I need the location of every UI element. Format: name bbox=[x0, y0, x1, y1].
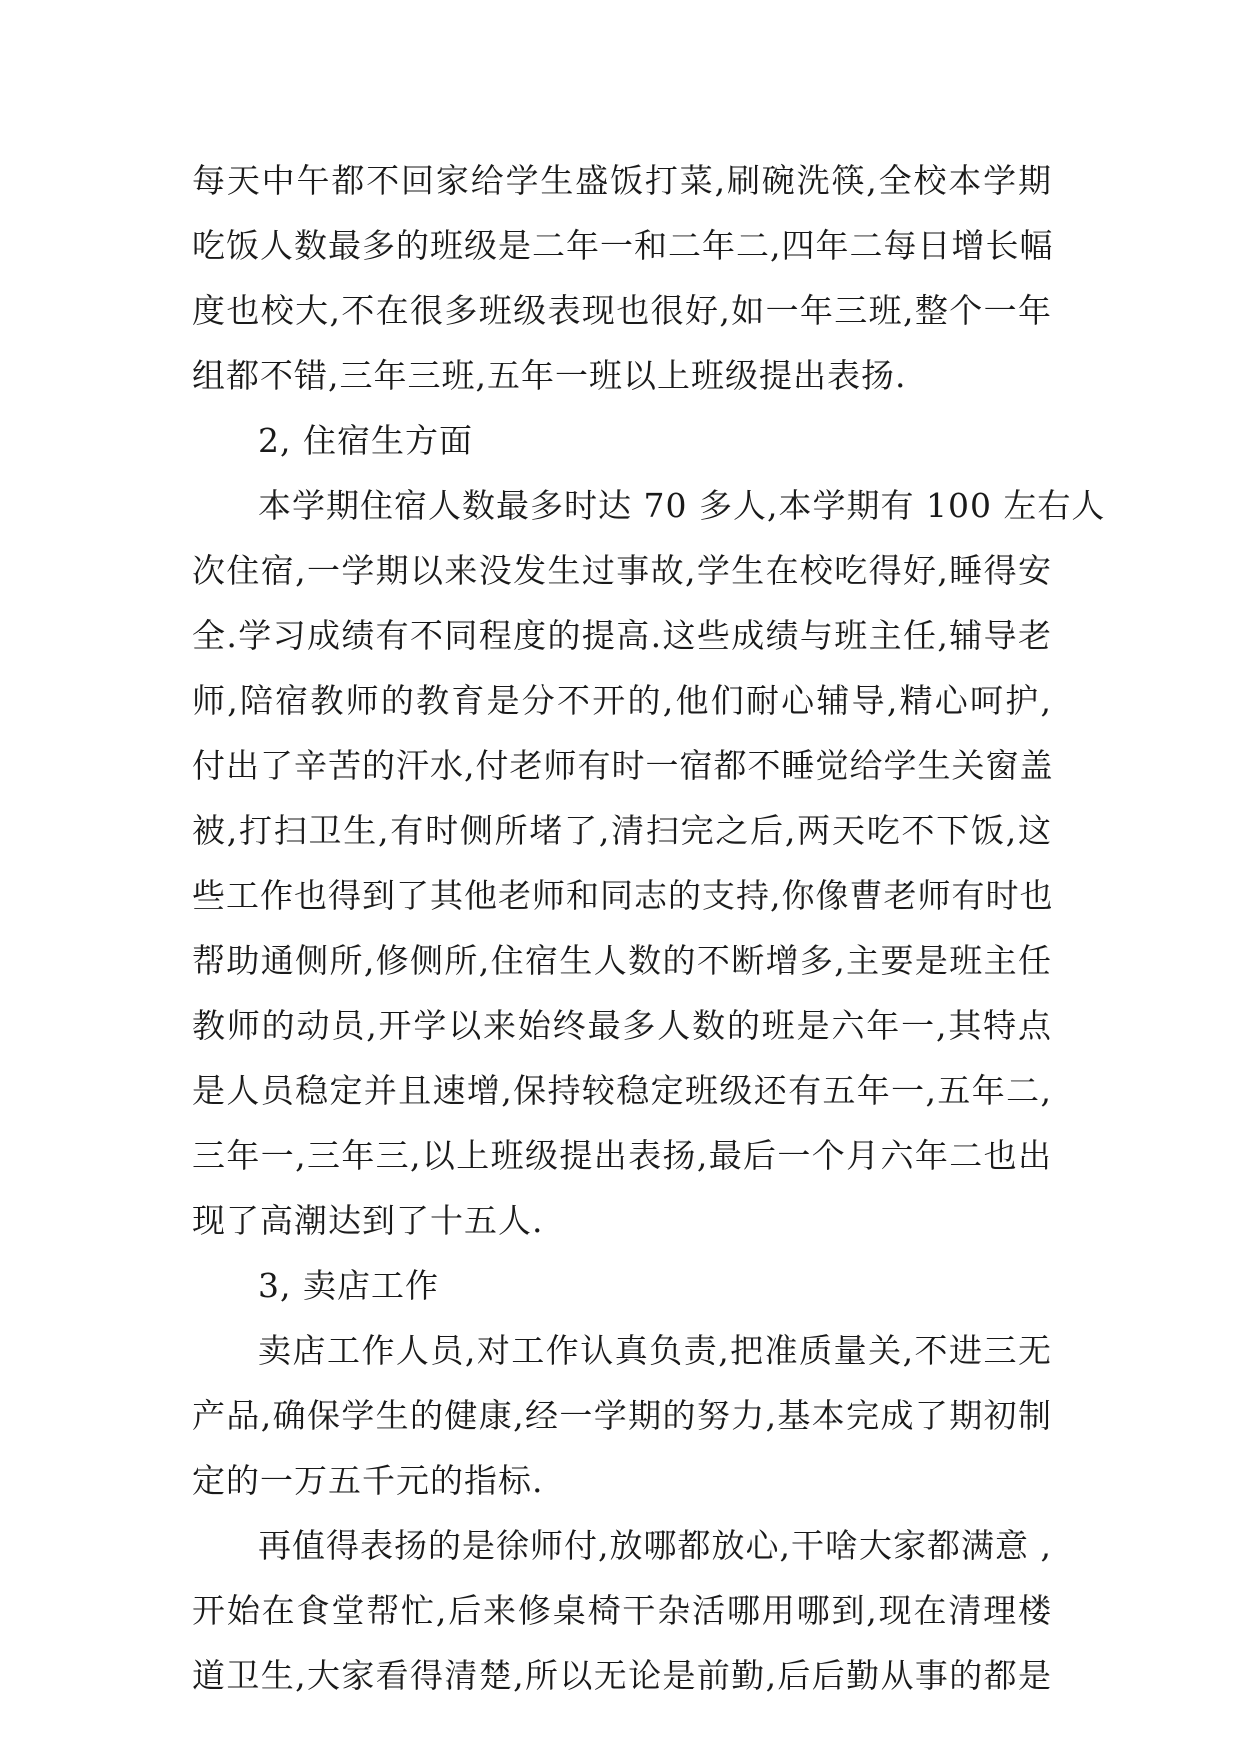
text-line: 三年一,三年三,以上班级提出表扬,最后一个月六年二也出 bbox=[192, 1136, 1052, 1175]
text-line: 开始在食堂帮忙,后来修桌椅干杂活哪用哪到,现在清理楼 bbox=[192, 1591, 1052, 1630]
text-line: 被,打扫卫生,有时侧所堵了,清扫完之后,两天吃不下饭,这 bbox=[192, 811, 1052, 850]
text-line: 师,陪宿教师的教育是分不开的,他们耐心辅导,精心呵护, bbox=[192, 681, 1052, 720]
text-line: 组都不错,三年三班,五年一班以上班级提出表扬. bbox=[192, 356, 907, 395]
text-line: 教师的动员,开学以来始终最多人数的班是六年一,其特点 bbox=[192, 1006, 1052, 1045]
document-page bbox=[192, 148, 1106, 1708]
text-line: 定的一万五千元的指标. bbox=[192, 1461, 544, 1500]
text-line: 再值得表扬的是徐师付,放哪都放心,干啥大家都满意 , bbox=[258, 1526, 1052, 1565]
text-line: 本学期住宿人数最多时达 70 多人,本学期有 100 左右人 bbox=[258, 486, 1106, 525]
text-line: 是人员稳定并且速增,保持较稳定班级还有五年一,五年二, bbox=[192, 1071, 1052, 1110]
text-line: 帮助通侧所,修侧所,住宿生人数的不断增多,主要是班主任 bbox=[192, 941, 1052, 980]
section-heading: 3, 卖店工作 bbox=[258, 1266, 439, 1305]
text-line: 每天中午都不回家给学生盛饭打菜,刷碗洗筷,全校本学期 bbox=[192, 161, 1052, 200]
text-line: 产品,确保学生的健康,经一学期的努力,基本完成了期初制 bbox=[192, 1396, 1052, 1435]
text-line: 道卫生,大家看得清楚,所以无论是前勤,后后勤从事的都是 bbox=[192, 1656, 1052, 1695]
text-line: 些工作也得到了其他老师和同志的支持,你像曹老师有时也 bbox=[192, 876, 1054, 915]
text-line: 吃饭人数最多的班级是二年一和二年二,四年二每日增长幅 bbox=[192, 226, 1054, 265]
text-line: 卖店工作人员,对工作认真负责,把准质量关,不进三无 bbox=[258, 1331, 1052, 1370]
document-body bbox=[192, 148, 1106, 1708]
text-line: 全.学习成绩有不同程度的提高.这些成绩与班主任,辅导老 bbox=[192, 616, 1052, 655]
text-line: 现了高潮达到了十五人. bbox=[192, 1201, 544, 1240]
section-heading: 2, 住宿生方面 bbox=[258, 421, 473, 460]
text-line: 付出了辛苦的汗水,付老师有时一宿都不睡觉给学生关窗盖 bbox=[192, 746, 1054, 785]
text-line: 度也校大,不在很多班级表现也很好,如一年三班,整个一年 bbox=[192, 291, 1052, 330]
text-line: 次住宿,一学期以来没发生过事故,学生在校吃得好,睡得安 bbox=[192, 551, 1052, 590]
